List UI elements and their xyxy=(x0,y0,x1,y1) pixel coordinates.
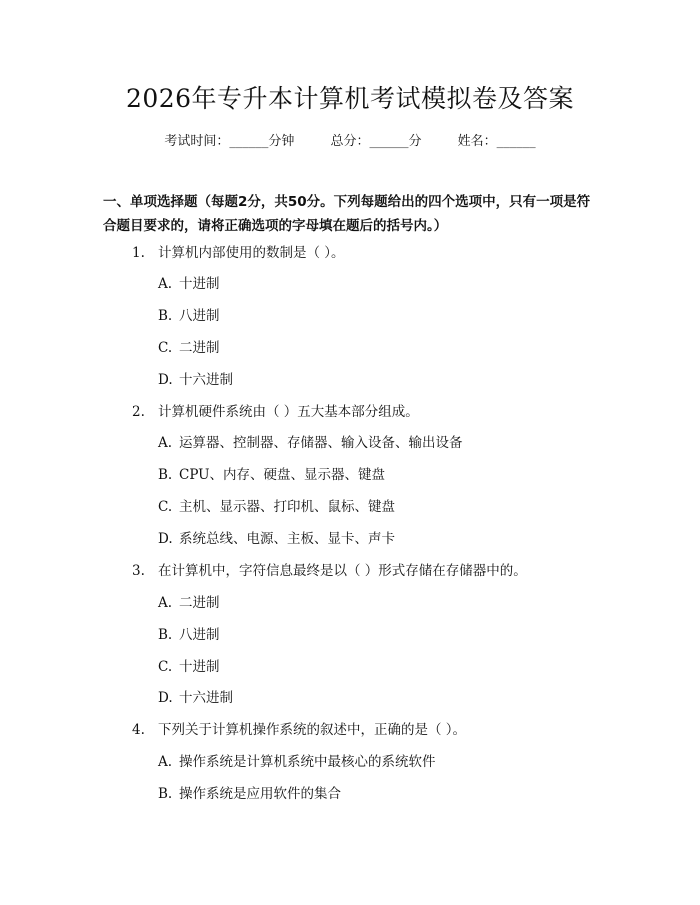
option-letter: B. xyxy=(158,308,173,324)
question-text: 计算机硬件系统由（ ）五大基本部分组成。 xyxy=(158,404,419,420)
question-2-option-b xyxy=(158,465,385,485)
option-text: 系统总线、电源、主板、显卡、声卡 xyxy=(179,531,395,547)
option-text: 十六进制 xyxy=(179,372,233,388)
question-1-option-a xyxy=(158,274,220,294)
question-3-option-b xyxy=(158,625,220,645)
question-1 xyxy=(132,243,345,263)
question-4 xyxy=(132,720,466,740)
section-heading: 一、单项选择题（每题2分，共50分。下列每题给出的四个选项中，只有一项是符合题目要求的，请将正确选项的字母填在题后的括号内。） xyxy=(103,194,591,234)
option-text: 十进制 xyxy=(179,276,220,292)
page-title: 2026年专升本计算机考试模拟卷及答案 xyxy=(125,84,575,113)
option-text: 八进制 xyxy=(179,627,220,643)
question-2-option-a xyxy=(158,433,463,453)
question-1-option-b xyxy=(158,306,220,326)
question-2-option-c xyxy=(158,497,395,517)
question-1-option-d xyxy=(158,370,233,390)
exam-meta xyxy=(0,132,700,152)
option-letter: C. xyxy=(158,659,173,675)
option-letter: D. xyxy=(158,372,173,388)
question-text: 在计算机中，字符信息最终是以（ ）形式存储在存储器中的。 xyxy=(158,563,527,579)
option-letter: A. xyxy=(158,276,173,292)
question-2 xyxy=(132,402,419,422)
option-text: 主机、显示器、打印机、鼠标、键盘 xyxy=(179,499,395,515)
question-number: 3. xyxy=(132,563,145,579)
question-number: 4. xyxy=(132,722,145,738)
option-letter: B. xyxy=(158,467,173,483)
option-text: 十六进制 xyxy=(179,690,233,706)
option-text: 操作系统是计算机系统中最核心的系统软件 xyxy=(179,754,436,770)
option-letter: A. xyxy=(158,754,173,770)
question-3 xyxy=(132,561,527,581)
option-text: CPU、内存、硬盘、显示器、键盘 xyxy=(179,467,386,483)
option-text: 十进制 xyxy=(179,659,220,675)
total-score-field: 总分：______分 xyxy=(330,134,422,149)
question-text: 计算机内部使用的数制是（ ）。 xyxy=(158,245,345,261)
question-number: 2. xyxy=(132,404,145,420)
option-letter: D. xyxy=(158,690,173,706)
option-letter: A. xyxy=(158,595,173,611)
option-text: 二进制 xyxy=(179,340,220,356)
option-text: 运算器、控制器、存储器、输入设备、输出设备 xyxy=(179,435,463,451)
exam-time-field: 考试时间：______分钟 xyxy=(164,134,295,149)
question-3-option-d xyxy=(158,688,233,708)
option-letter: B. xyxy=(158,627,173,643)
option-text: 八进制 xyxy=(179,308,220,324)
question-4-option-b xyxy=(158,784,341,804)
question-3-option-a xyxy=(158,593,220,613)
option-letter: D. xyxy=(158,531,173,547)
option-letter: B. xyxy=(158,786,173,802)
question-number: 1. xyxy=(132,245,145,261)
question-text: 下列关于计算机操作系统的叙述中，正确的是（ ）。 xyxy=(158,722,467,738)
option-text: 二进制 xyxy=(179,595,220,611)
option-letter: A. xyxy=(158,435,173,451)
question-2-option-d xyxy=(158,529,395,549)
option-text: 操作系统是应用软件的集合 xyxy=(179,786,341,802)
question-1-option-c xyxy=(158,338,220,358)
option-letter: C. xyxy=(158,340,173,356)
option-letter: C. xyxy=(158,499,173,515)
question-3-option-c xyxy=(158,657,220,677)
student-name-field: 姓名：______ xyxy=(457,134,536,149)
question-4-option-a xyxy=(158,752,436,772)
